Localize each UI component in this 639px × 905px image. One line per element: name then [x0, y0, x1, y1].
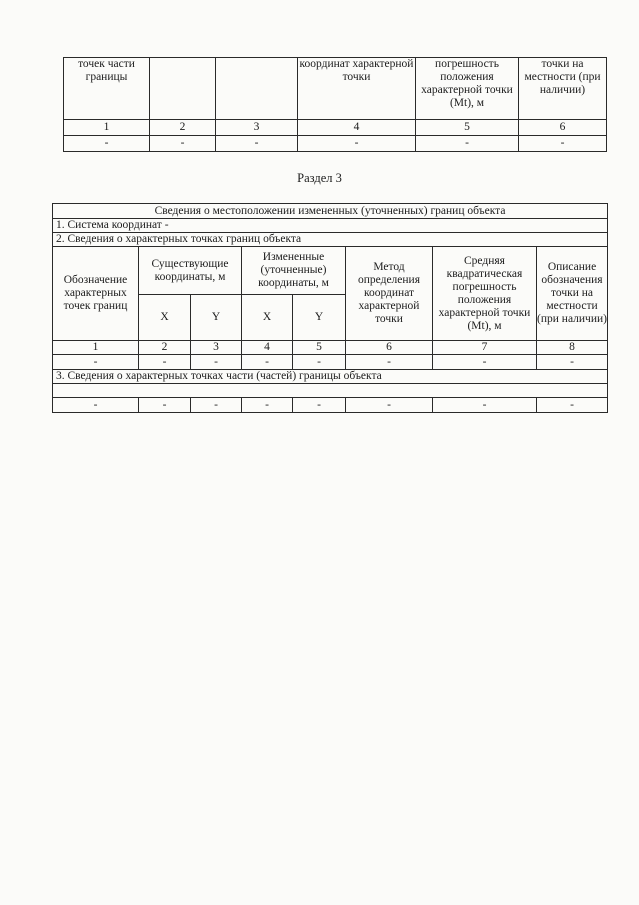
table1-header-cell: погрешность положения характерной точки (Mt), м [416, 58, 519, 120]
table1-number-row [64, 120, 607, 136]
parts-heading: 3. Сведения о характерных точках части (частей) границы объекта [53, 370, 608, 384]
table2-data-cell: - [537, 355, 608, 370]
table2-data-cell: - [53, 355, 139, 370]
x-header: X [242, 295, 293, 341]
table2-number-cell: 6 [346, 341, 433, 355]
table2-parts-cell: - [191, 398, 242, 413]
description-header: Описание обозначения точки на местности (при наличии) [537, 247, 608, 341]
table1-header-cell [216, 58, 298, 120]
parts-heading-row [53, 370, 608, 384]
empty-row [53, 384, 608, 398]
table2-parts-cell: - [346, 398, 433, 413]
table-row [64, 136, 607, 152]
table2-data-cell: - [346, 355, 433, 370]
table2-number-cell: 3 [191, 341, 242, 355]
table-changed-boundaries [52, 203, 608, 413]
table1-data-cell: - [298, 136, 416, 152]
table2-parts-cell: - [53, 398, 139, 413]
y-header: Y [293, 295, 346, 341]
x-header: X [139, 295, 191, 341]
table2-parts-cell: - [293, 398, 346, 413]
table-row [53, 355, 608, 370]
method-header: Метод определения координат характерной точки [346, 247, 433, 341]
table1-data-cell: - [416, 136, 519, 152]
y-header: Y [191, 295, 242, 341]
table2-number-cell: 2 [139, 341, 191, 355]
empty-cell [53, 384, 608, 398]
table2-data-cell: - [242, 355, 293, 370]
points-heading: 2. Сведения о характерных точках границ объекта [53, 233, 608, 247]
table2-number-cell: 4 [242, 341, 293, 355]
table1-header-row [64, 58, 607, 120]
table2-title-row [53, 204, 608, 219]
table2-data-cell: - [433, 355, 537, 370]
table1-data-cell: - [216, 136, 298, 152]
table-part-boundary-points [63, 57, 607, 152]
table2-number-cell: 7 [433, 341, 537, 355]
points-heading-row [53, 233, 608, 247]
table1-header-cell [150, 58, 216, 120]
table1-header-cell: координат характерной точки [298, 58, 416, 120]
table1-number-cell: 1 [64, 120, 150, 136]
table1-number-cell: 3 [216, 120, 298, 136]
table2-parts-cell: - [537, 398, 608, 413]
table1-number-cell: 4 [298, 120, 416, 136]
existing-coordinates-header: Существующие координаты, м [139, 247, 242, 295]
table1-number-cell: 5 [416, 120, 519, 136]
designation-header: Обозначение характерных точек границ [53, 247, 139, 341]
coordinate-system-row [53, 219, 608, 233]
table1-number-cell: 2 [150, 120, 216, 136]
table1-data-cell: - [519, 136, 607, 152]
table2-number-cell: 5 [293, 341, 346, 355]
table2-number-cell: 1 [53, 341, 139, 355]
table2-data-cell: - [293, 355, 346, 370]
table1-data-cell: - [64, 136, 150, 152]
table2-parts-cell: - [242, 398, 293, 413]
coordinate-system: 1. Система координат - [53, 219, 608, 233]
table-row [53, 398, 608, 413]
table2-number-cell: 8 [537, 341, 608, 355]
table1-number-cell: 6 [519, 120, 607, 136]
table1-header-cell: точки на местности (при наличии) [519, 58, 607, 120]
table2-data-cell: - [191, 355, 242, 370]
table2-number-row [53, 341, 608, 355]
section-title: Раздел 3 [297, 171, 342, 185]
table1-header-cell: точек части границы [64, 58, 150, 120]
table2-parts-cell: - [433, 398, 537, 413]
error-header: Средняя квадратическая погрешность положения характерной точки (Mt), м [433, 247, 537, 341]
table2-parts-cell: - [139, 398, 191, 413]
table2-header-row [53, 247, 608, 295]
table2-title: Сведения о местоположении измененных (уточненных) границ объекта [53, 204, 608, 219]
table2-data-cell: - [139, 355, 191, 370]
changed-coordinates-header: Измененные (уточненные) координаты, м [242, 247, 346, 295]
table1-data-cell: - [150, 136, 216, 152]
